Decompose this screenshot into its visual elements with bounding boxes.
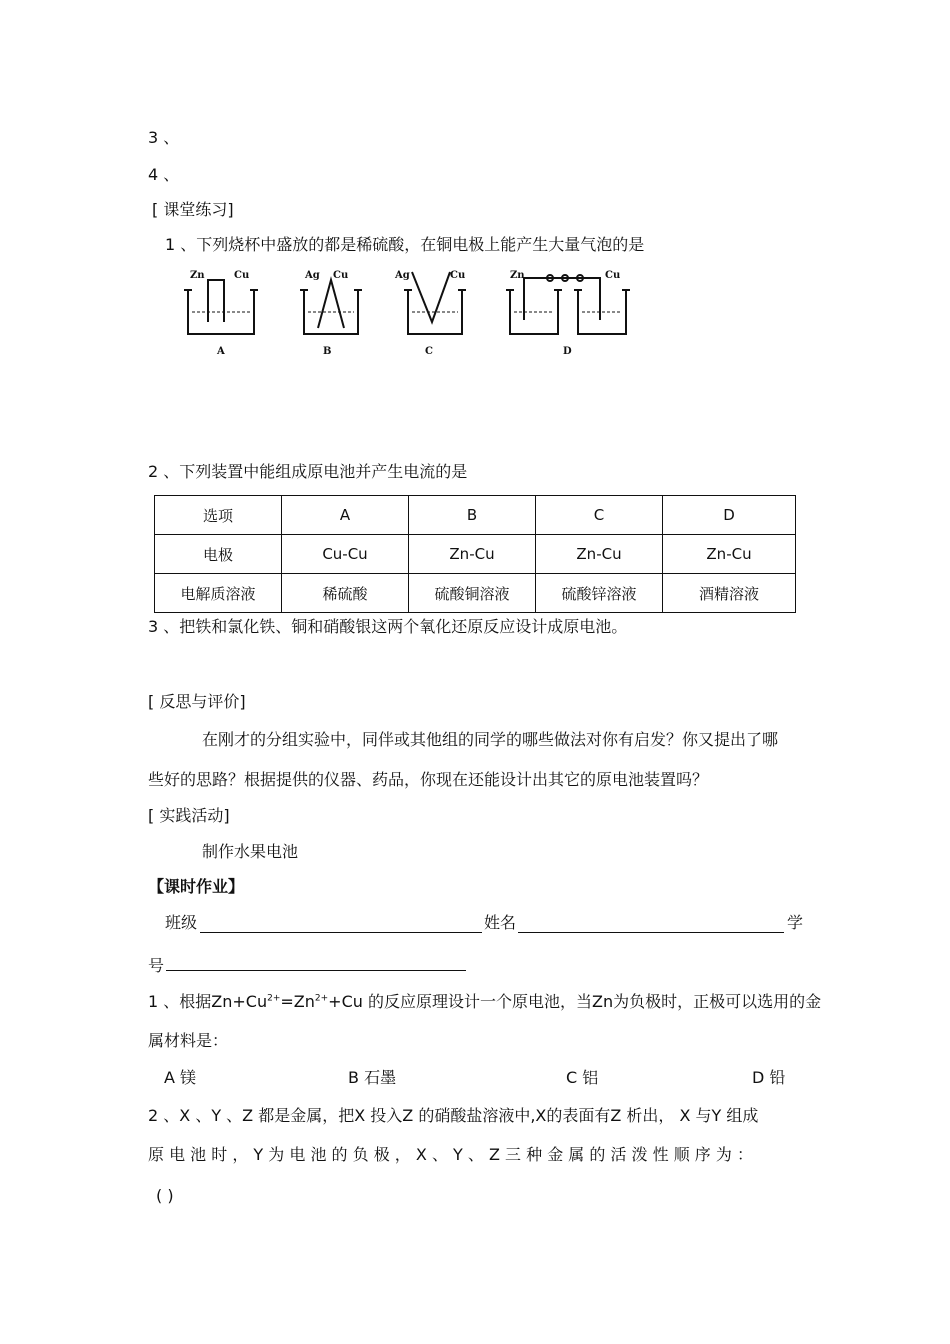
table-cell: Zn-Cu (663, 535, 796, 574)
table-cell: 稀硫酸 (282, 574, 409, 613)
hw1-text-a: 1 、根据Zn+Cu (148, 992, 268, 1011)
name-label: 姓名 (484, 913, 517, 932)
options-table (154, 495, 796, 613)
item-3-label: 3 、 (148, 128, 180, 147)
option-c: C 铝 (566, 1068, 599, 1087)
option-a: A 镁 (164, 1068, 197, 1087)
beaker-a-left-label: Zn (190, 270, 205, 281)
beaker-b-letter: B (323, 346, 332, 357)
table-row (155, 574, 796, 613)
question-3: 3 、把铁和氯化铁、铜和硝酸银这两个氧化还原反应设计成原电池。 (148, 617, 628, 636)
homework-question-2-line2: 原 电 池 时 ， Y 为 电 池 的 负 极 ， X 、 Y 、 Z 三 种 金 属 的 活 泼 性 顺 序 为 ： (148, 1145, 753, 1164)
table-row (155, 535, 796, 574)
fruit-battery-text: 制作水果电池 (202, 842, 299, 861)
class-label: 班级 (165, 913, 198, 932)
table-cell: Zn-Cu (409, 535, 536, 574)
beaker-a-letter: A (217, 346, 225, 357)
table-cell: A (282, 496, 409, 535)
student-number-label-2: 号 (148, 956, 165, 975)
question-1: 1 、下列烧杯中盛放的都是稀硫酸，在铜电极上能产生大量气泡的是 (165, 235, 645, 254)
hw1-superscript-2: 2+ (314, 993, 329, 1004)
reflection-paragraph-2: 些好的思路？根据提供的仪器、药品，你现在还能设计出其它的原电池装置吗？ (148, 770, 709, 789)
table-row (155, 496, 796, 535)
table-cell: C (536, 496, 663, 535)
class-field[interactable] (200, 932, 482, 933)
table-cell: D (663, 496, 796, 535)
beaker-c-left-label: Ag (395, 270, 410, 281)
beaker-b-right-label: Cu (333, 270, 349, 281)
homework-question-2: 2 、X 、Y 、Z 都是金属，把X 投入Z 的硝酸盐溶液中,X的表面有Z 析出， X 与Y 组成 (148, 1106, 759, 1125)
question-2: 2 、下列装置中能组成原电池并产生电流的是 (148, 462, 468, 481)
beaker-a-right-label: Cu (234, 270, 250, 281)
homework-question-1-line2: 属材料是： (148, 1031, 229, 1050)
practice-heading: [ 实践活动] (148, 806, 230, 825)
hw1-superscript-1: 2+ (267, 993, 281, 1004)
table-cell: Zn-Cu (536, 535, 663, 574)
beaker-figure (180, 262, 640, 362)
homework-question-1 (148, 992, 821, 1012)
student-number-field[interactable] (166, 970, 466, 971)
answer-blank: ( ) (156, 1186, 174, 1205)
beaker-d-left-label: Zn (510, 270, 525, 281)
table-cell: Cu-Cu (282, 535, 409, 574)
hw1-text-b: =Zn (280, 992, 315, 1011)
reflection-heading: [ 反思与评价] (148, 692, 246, 711)
classroom-heading: [ 课堂练习] (152, 200, 234, 219)
reflection-paragraph-1: 在刚才的分组实验中，同伴或其他组的同学的哪些做法对你有启发？你又提出了哪 (202, 730, 779, 749)
table-cell: 酒精溶液 (663, 574, 796, 613)
option-b: B 石墨 (348, 1068, 397, 1087)
homework-heading: 【课时作业】 (148, 877, 245, 896)
item-4-label: 4 、 (148, 165, 180, 184)
beaker-c-right-label: Cu (450, 270, 466, 281)
table-cell: 硫酸铜溶液 (409, 574, 536, 613)
beaker-d-right-label: Cu (605, 270, 621, 281)
student-number-label-1: 学 (787, 913, 804, 932)
beaker-b-left-label: Ag (305, 270, 320, 281)
option-d: D 铅 (752, 1068, 786, 1087)
table-cell: 电解质溶液 (155, 574, 282, 613)
beaker-c-letter: C (425, 346, 433, 357)
name-field[interactable] (518, 932, 784, 933)
beaker-d-letter: D (563, 346, 572, 357)
hw1-text-c: +Cu 的反应原理设计一个原电池，当Zn为负极时，正极可以选用的金 (328, 992, 822, 1011)
table-cell: B (409, 496, 536, 535)
table-cell: 选项 (155, 496, 282, 535)
table-cell: 电极 (155, 535, 282, 574)
table-cell: 硫酸锌溶液 (536, 574, 663, 613)
